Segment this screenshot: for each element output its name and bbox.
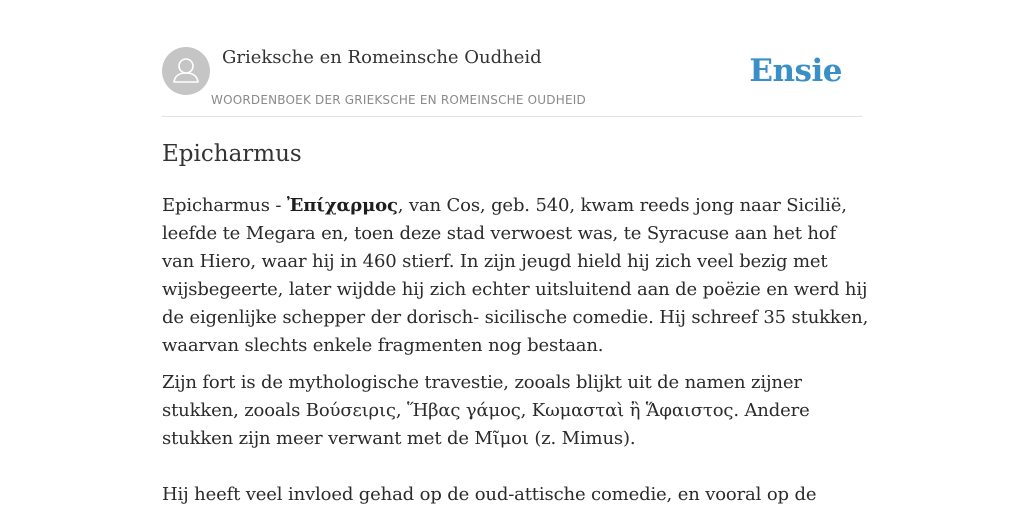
entry-paragraph-3: Hij heeft veel invloed gehad op de oud-attische comedie, en vooral op de [162, 484, 817, 505]
entry-title: Epicharmus [162, 141, 302, 167]
entry-paragraph-2: Zijn fort is de mythologische travestie, zooals blijkt uit de namen zijner stukken, zooals Βούσειρις, Ἥβας γάμος, Κωμασταὶ ἢ Ἅφαιστος. Andere stukken zijn meer verwant met de Μῖμοι (z. Mimus). [162, 372, 810, 449]
ensie-logo-link[interactable]: Ensie [749, 53, 842, 89]
source-subtitle: WOORDENBOEK DER GRIEKSCHE EN ROMEINSCHE OUDHEID [211, 93, 586, 107]
source-title[interactable]: Grieksche en Romeinsche Oudheid [222, 47, 542, 68]
user-avatar-icon[interactable] [162, 47, 210, 95]
site-header [162, 46, 862, 117]
entry-paragraph-1 [162, 192, 872, 360]
entry-paragraph-1-text: , van Cos, geb. 540, kwam reeds jong naar Sicilië, leefde te Megara en, toen deze stad verwoest was, te Syracuse aan het hof van Hiero, waar hij in 460 stierf. In zijn jeugd hield hij zich veel bezig met wijsbegeerte, later wijdde hij zich echter uitsluitend aan de poëzie en werd hij de eigenlijke schepper der dorisch- sicilische comedie. Hij schreef 35 stukken, waarvan slechts enkele fragmenten nog bestaan. [162, 195, 869, 356]
entry-content [162, 192, 872, 512]
entry-term-prefix: Epicharmus - [162, 195, 287, 216]
greek-name: Ἐπίχαρμος [286, 195, 398, 216]
